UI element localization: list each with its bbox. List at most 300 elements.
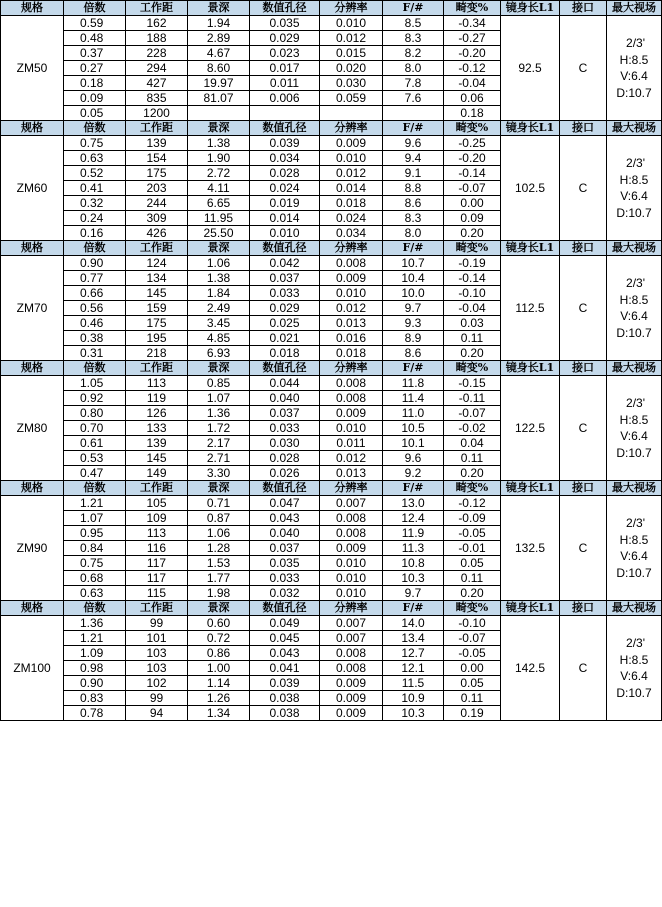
- distortion-cell: -0.07: [444, 406, 501, 421]
- numerical-aperture-cell: 0.010: [250, 226, 320, 241]
- resolution-cell: 0.008: [320, 661, 383, 676]
- depth-of-field-cell: 2.49: [188, 301, 250, 316]
- f-number-cell: 10.0: [383, 286, 444, 301]
- header-distortion: 畸变%: [444, 241, 501, 256]
- numerical-aperture-cell: 0.026: [250, 466, 320, 481]
- f-number-cell: 8.6: [383, 346, 444, 361]
- depth-of-field-cell: 1.06: [188, 526, 250, 541]
- depth-of-field-cell: 1.72: [188, 421, 250, 436]
- f-number-cell: 11.8: [383, 376, 444, 391]
- working-distance-cell: 133: [126, 421, 188, 436]
- working-distance-cell: 113: [126, 376, 188, 391]
- depth-of-field-cell: 1.28: [188, 541, 250, 556]
- distortion-cell: -0.12: [444, 61, 501, 76]
- magnification-cell: 0.05: [64, 106, 126, 121]
- header-depth-of-field: 景深: [188, 121, 250, 136]
- resolution-cell: 0.009: [320, 541, 383, 556]
- body-length-cell: 102.5: [501, 136, 560, 241]
- numerical-aperture-cell: 0.028: [250, 451, 320, 466]
- resolution-cell: 0.012: [320, 301, 383, 316]
- f-number-cell: 8.3: [383, 211, 444, 226]
- f-number-cell: 9.7: [383, 301, 444, 316]
- header-depth-of-field: 景深: [188, 481, 250, 496]
- numerical-aperture-cell: 0.038: [250, 706, 320, 721]
- working-distance-cell: 1200: [126, 106, 188, 121]
- magnification-cell: 0.75: [64, 136, 126, 151]
- working-distance-cell: 99: [126, 691, 188, 706]
- depth-of-field-cell: 2.72: [188, 166, 250, 181]
- header-spec: 规格: [1, 601, 64, 616]
- resolution-cell: 0.016: [320, 331, 383, 346]
- distortion-cell: 0.06: [444, 91, 501, 106]
- resolution-cell: 0.014: [320, 181, 383, 196]
- header-mount: 接口: [560, 241, 607, 256]
- numerical-aperture-cell: 0.030: [250, 436, 320, 451]
- working-distance-cell: 116: [126, 541, 188, 556]
- f-number-cell: 9.3: [383, 316, 444, 331]
- magnification-cell: 0.16: [64, 226, 126, 241]
- f-number-cell: 12.7: [383, 646, 444, 661]
- distortion-cell: -0.01: [444, 541, 501, 556]
- working-distance-cell: 228: [126, 46, 188, 61]
- distortion-cell: -0.04: [444, 76, 501, 91]
- working-distance-cell: 109: [126, 511, 188, 526]
- depth-of-field-cell: 1.14: [188, 676, 250, 691]
- distortion-cell: 0.19: [444, 706, 501, 721]
- working-distance-cell: 427: [126, 76, 188, 91]
- f-number-cell: 10.4: [383, 271, 444, 286]
- distortion-cell: 0.11: [444, 331, 501, 346]
- resolution-cell: 0.010: [320, 151, 383, 166]
- magnification-cell: 0.37: [64, 46, 126, 61]
- distortion-cell: -0.10: [444, 286, 501, 301]
- header-magnification: 倍数: [64, 121, 126, 136]
- magnification-cell: 0.70: [64, 421, 126, 436]
- magnification-cell: 0.18: [64, 76, 126, 91]
- f-number-cell: 13.4: [383, 631, 444, 646]
- numerical-aperture-cell: 0.029: [250, 301, 320, 316]
- f-number-cell: 11.3: [383, 541, 444, 556]
- header-max-fov: 最大视场: [607, 601, 662, 616]
- distortion-cell: -0.19: [444, 256, 501, 271]
- header-working-distance: 工作距: [126, 481, 188, 496]
- fov-line: 2/3': [626, 156, 645, 170]
- magnification-cell: 1.05: [64, 376, 126, 391]
- numerical-aperture-cell: 0.033: [250, 286, 320, 301]
- f-number-cell: 8.5: [383, 16, 444, 31]
- resolution-cell: 0.009: [320, 676, 383, 691]
- distortion-cell: -0.09: [444, 511, 501, 526]
- working-distance-cell: 145: [126, 286, 188, 301]
- magnification-cell: 0.48: [64, 31, 126, 46]
- header-row: [1, 241, 662, 256]
- resolution-cell: 0.008: [320, 391, 383, 406]
- header-working-distance: 工作距: [126, 241, 188, 256]
- header-distortion: 畸变%: [444, 481, 501, 496]
- resolution-cell: 0.024: [320, 211, 383, 226]
- header-numerical-aperture: 数值孔径: [250, 601, 320, 616]
- header-body-length: 镜身长L1: [501, 241, 560, 256]
- working-distance-cell: 103: [126, 661, 188, 676]
- mount-cell: C: [560, 496, 607, 601]
- body-length-cell: 132.5: [501, 496, 560, 601]
- working-distance-cell: 117: [126, 556, 188, 571]
- header-numerical-aperture: 数值孔径: [250, 241, 320, 256]
- magnification-cell: 0.95: [64, 526, 126, 541]
- header-magnification: 倍数: [64, 481, 126, 496]
- depth-of-field-cell: 1.90: [188, 151, 250, 166]
- resolution-cell: 0.030: [320, 76, 383, 91]
- depth-of-field-cell: 1.38: [188, 136, 250, 151]
- distortion-cell: 0.11: [444, 451, 501, 466]
- resolution-cell: 0.008: [320, 511, 383, 526]
- f-number-cell: 10.1: [383, 436, 444, 451]
- depth-of-field-cell: 1.36: [188, 406, 250, 421]
- fov-line: H:8.5: [619, 52, 649, 67]
- working-distance-cell: 117: [126, 571, 188, 586]
- depth-of-field-cell: 0.72: [188, 631, 250, 646]
- distortion-cell: -0.05: [444, 646, 501, 661]
- header-numerical-aperture: 数值孔径: [250, 1, 320, 16]
- f-number-cell: 9.6: [383, 451, 444, 466]
- working-distance-cell: 835: [126, 91, 188, 106]
- f-number-cell: 10.8: [383, 556, 444, 571]
- table-row: [1, 376, 662, 391]
- depth-of-field-cell: 1.34: [188, 706, 250, 721]
- table-row: [1, 136, 662, 151]
- header-resolution: 分辨率: [320, 121, 383, 136]
- model-cell: ZM90: [1, 496, 64, 601]
- table-row: [1, 496, 662, 511]
- fov-line: D:10.7: [616, 325, 652, 340]
- numerical-aperture-cell: 0.035: [250, 556, 320, 571]
- header-body-length: 镜身长L1: [501, 361, 560, 376]
- magnification-cell: 0.90: [64, 256, 126, 271]
- magnification-cell: 0.66: [64, 286, 126, 301]
- header-numerical-aperture: 数值孔径: [250, 361, 320, 376]
- working-distance-cell: 145: [126, 451, 188, 466]
- resolution-cell: 0.034: [320, 226, 383, 241]
- numerical-aperture-cell: 0.037: [250, 406, 320, 421]
- mount-cell: C: [560, 376, 607, 481]
- resolution-cell: 0.008: [320, 526, 383, 541]
- f-number-cell: 8.3: [383, 31, 444, 46]
- numerical-aperture-cell: 0.028: [250, 166, 320, 181]
- body-length-cell: 92.5: [501, 16, 560, 121]
- distortion-cell: -0.11: [444, 391, 501, 406]
- working-distance-cell: 188: [126, 31, 188, 46]
- header-f-number: F/#: [383, 481, 444, 496]
- working-distance-cell: 244: [126, 196, 188, 211]
- f-number-cell: 11.4: [383, 391, 444, 406]
- f-number-cell: 7.6: [383, 91, 444, 106]
- depth-of-field-cell: 1.00: [188, 661, 250, 676]
- resolution-cell: 0.015: [320, 46, 383, 61]
- depth-of-field-cell: 25.50: [188, 226, 250, 241]
- numerical-aperture-cell: 0.018: [250, 346, 320, 361]
- header-f-number: F/#: [383, 121, 444, 136]
- f-number-cell: 9.4: [383, 151, 444, 166]
- resolution-cell: 0.013: [320, 466, 383, 481]
- magnification-cell: 0.32: [64, 196, 126, 211]
- depth-of-field-cell: 1.07: [188, 391, 250, 406]
- working-distance-cell: 94: [126, 706, 188, 721]
- f-number-cell: 14.0: [383, 616, 444, 631]
- f-number-cell: 8.9: [383, 331, 444, 346]
- working-distance-cell: 175: [126, 166, 188, 181]
- working-distance-cell: 218: [126, 346, 188, 361]
- resolution-cell: 0.012: [320, 451, 383, 466]
- numerical-aperture-cell: 0.042: [250, 256, 320, 271]
- magnification-cell: 0.83: [64, 691, 126, 706]
- numerical-aperture-cell: 0.021: [250, 331, 320, 346]
- header-max-fov: 最大视场: [607, 361, 662, 376]
- numerical-aperture-cell: 0.011: [250, 76, 320, 91]
- distortion-cell: 0.11: [444, 571, 501, 586]
- numerical-aperture-cell: 0.025: [250, 316, 320, 331]
- fov-line: 2/3': [626, 36, 645, 50]
- numerical-aperture-cell: 0.032: [250, 586, 320, 601]
- f-number-cell: 13.0: [383, 496, 444, 511]
- numerical-aperture-cell: 0.041: [250, 661, 320, 676]
- fov-line: D:10.7: [616, 85, 652, 100]
- fov-line: D:10.7: [616, 205, 652, 220]
- model-cell: ZM50: [1, 16, 64, 121]
- f-number-cell: 8.0: [383, 226, 444, 241]
- resolution-cell: 0.011: [320, 436, 383, 451]
- header-spec: 规格: [1, 121, 64, 136]
- f-number-cell: [383, 106, 444, 121]
- numerical-aperture-cell: 0.038: [250, 691, 320, 706]
- numerical-aperture-cell: 0.006: [250, 91, 320, 106]
- working-distance-cell: 119: [126, 391, 188, 406]
- header-working-distance: 工作距: [126, 121, 188, 136]
- fov-line: V:6.4: [620, 429, 648, 443]
- resolution-cell: 0.007: [320, 631, 383, 646]
- distortion-cell: -0.07: [444, 631, 501, 646]
- fov-line: D:10.7: [616, 685, 652, 700]
- depth-of-field-cell: 2.71: [188, 451, 250, 466]
- numerical-aperture-cell: 0.039: [250, 676, 320, 691]
- f-number-cell: 9.2: [383, 466, 444, 481]
- distortion-cell: -0.04: [444, 301, 501, 316]
- magnification-cell: 0.27: [64, 61, 126, 76]
- header-max-fov: 最大视场: [607, 121, 662, 136]
- max-fov-cell: [607, 136, 662, 241]
- working-distance-cell: 195: [126, 331, 188, 346]
- magnification-cell: 0.63: [64, 151, 126, 166]
- distortion-cell: 0.20: [444, 226, 501, 241]
- header-depth-of-field: 景深: [188, 1, 250, 16]
- resolution-cell: 0.010: [320, 16, 383, 31]
- header-distortion: 畸变%: [444, 1, 501, 16]
- magnification-cell: 0.61: [64, 436, 126, 451]
- depth-of-field-cell: 6.93: [188, 346, 250, 361]
- working-distance-cell: 103: [126, 646, 188, 661]
- resolution-cell: 0.020: [320, 61, 383, 76]
- distortion-cell: -0.10: [444, 616, 501, 631]
- distortion-cell: -0.02: [444, 421, 501, 436]
- magnification-cell: 0.77: [64, 271, 126, 286]
- resolution-cell: 0.018: [320, 346, 383, 361]
- model-cell: ZM80: [1, 376, 64, 481]
- mount-cell: C: [560, 256, 607, 361]
- resolution-cell: 0.012: [320, 31, 383, 46]
- numerical-aperture-cell: 0.040: [250, 526, 320, 541]
- magnification-cell: 0.47: [64, 466, 126, 481]
- numerical-aperture-cell: 0.019: [250, 196, 320, 211]
- resolution-cell: 0.009: [320, 136, 383, 151]
- depth-of-field-cell: 8.60: [188, 61, 250, 76]
- fov-line: H:8.5: [619, 172, 649, 187]
- working-distance-cell: 105: [126, 496, 188, 511]
- distortion-cell: 0.11: [444, 691, 501, 706]
- numerical-aperture-cell: 0.037: [250, 541, 320, 556]
- header-mount: 接口: [560, 1, 607, 16]
- f-number-cell: 8.0: [383, 61, 444, 76]
- distortion-cell: -0.14: [444, 271, 501, 286]
- numerical-aperture-cell: 0.044: [250, 376, 320, 391]
- distortion-cell: 0.05: [444, 556, 501, 571]
- fov-line: D:10.7: [616, 445, 652, 460]
- depth-of-field-cell: 0.71: [188, 496, 250, 511]
- working-distance-cell: 162: [126, 16, 188, 31]
- header-row: [1, 121, 662, 136]
- depth-of-field-cell: 4.67: [188, 46, 250, 61]
- distortion-cell: 0.20: [444, 346, 501, 361]
- fov-line: V:6.4: [620, 189, 648, 203]
- working-distance-cell: 126: [126, 406, 188, 421]
- depth-of-field-cell: 1.84: [188, 286, 250, 301]
- fov-line: H:8.5: [619, 532, 649, 547]
- header-max-fov: 最大视场: [607, 481, 662, 496]
- numerical-aperture-cell: 0.014: [250, 211, 320, 226]
- f-number-cell: 9.1: [383, 166, 444, 181]
- depth-of-field-cell: 1.06: [188, 256, 250, 271]
- header-magnification: 倍数: [64, 601, 126, 616]
- max-fov-cell: [607, 16, 662, 121]
- header-spec: 规格: [1, 361, 64, 376]
- header-numerical-aperture: 数值孔径: [250, 481, 320, 496]
- working-distance-cell: 139: [126, 436, 188, 451]
- resolution-cell: 0.009: [320, 271, 383, 286]
- numerical-aperture-cell: 0.045: [250, 631, 320, 646]
- f-number-cell: 10.3: [383, 571, 444, 586]
- magnification-cell: 1.21: [64, 496, 126, 511]
- table-body: [1, 1, 662, 721]
- distortion-cell: 0.00: [444, 196, 501, 211]
- depth-of-field-cell: 0.86: [188, 646, 250, 661]
- working-distance-cell: 309: [126, 211, 188, 226]
- max-fov-cell: [607, 376, 662, 481]
- fov-line: D:10.7: [616, 565, 652, 580]
- header-spec: 规格: [1, 241, 64, 256]
- max-fov-cell: [607, 496, 662, 601]
- f-number-cell: 8.2: [383, 46, 444, 61]
- resolution-cell: 0.010: [320, 571, 383, 586]
- max-fov-cell: [607, 256, 662, 361]
- magnification-cell: 0.68: [64, 571, 126, 586]
- header-row: [1, 1, 662, 16]
- magnification-cell: 0.63: [64, 586, 126, 601]
- distortion-cell: -0.15: [444, 376, 501, 391]
- magnification-cell: 0.46: [64, 316, 126, 331]
- distortion-cell: 0.04: [444, 436, 501, 451]
- model-cell: ZM70: [1, 256, 64, 361]
- numerical-aperture-cell: 0.037: [250, 271, 320, 286]
- magnification-cell: 1.07: [64, 511, 126, 526]
- depth-of-field-cell: 0.60: [188, 616, 250, 631]
- resolution-cell: 0.013: [320, 316, 383, 331]
- numerical-aperture-cell: 0.035: [250, 16, 320, 31]
- depth-of-field-cell: 1.77: [188, 571, 250, 586]
- numerical-aperture-cell: 0.043: [250, 646, 320, 661]
- depth-of-field-cell: 81.07: [188, 91, 250, 106]
- numerical-aperture-cell: 0.034: [250, 151, 320, 166]
- numerical-aperture-cell: 0.043: [250, 511, 320, 526]
- body-length-cell: 142.5: [501, 616, 560, 721]
- header-depth-of-field: 景深: [188, 601, 250, 616]
- depth-of-field-cell: 2.89: [188, 31, 250, 46]
- header-f-number: F/#: [383, 1, 444, 16]
- header-distortion: 畸变%: [444, 121, 501, 136]
- table-row: [1, 616, 662, 631]
- depth-of-field-cell: 1.94: [188, 16, 250, 31]
- distortion-cell: 0.00: [444, 661, 501, 676]
- fov-line: V:6.4: [620, 549, 648, 563]
- f-number-cell: 9.7: [383, 586, 444, 601]
- f-number-cell: 10.9: [383, 691, 444, 706]
- magnification-cell: 0.24: [64, 211, 126, 226]
- header-mount: 接口: [560, 601, 607, 616]
- header-f-number: F/#: [383, 361, 444, 376]
- depth-of-field-cell: 1.26: [188, 691, 250, 706]
- working-distance-cell: 115: [126, 586, 188, 601]
- magnification-cell: 0.92: [64, 391, 126, 406]
- magnification-cell: 0.31: [64, 346, 126, 361]
- magnification-cell: 0.80: [64, 406, 126, 421]
- header-working-distance: 工作距: [126, 601, 188, 616]
- resolution-cell: 0.010: [320, 556, 383, 571]
- working-distance-cell: 124: [126, 256, 188, 271]
- f-number-cell: 9.6: [383, 136, 444, 151]
- resolution-cell: 0.009: [320, 706, 383, 721]
- working-distance-cell: 101: [126, 631, 188, 646]
- depth-of-field-cell: 11.95: [188, 211, 250, 226]
- depth-of-field-cell: 1.38: [188, 271, 250, 286]
- depth-of-field-cell: 1.53: [188, 556, 250, 571]
- fov-line: V:6.4: [620, 669, 648, 683]
- magnification-cell: 0.41: [64, 181, 126, 196]
- max-fov-cell: [607, 616, 662, 721]
- resolution-cell: 0.009: [320, 691, 383, 706]
- f-number-cell: 10.3: [383, 706, 444, 721]
- header-mount: 接口: [560, 121, 607, 136]
- header-body-length: 镜身长L1: [501, 1, 560, 16]
- resolution-cell: 0.008: [320, 646, 383, 661]
- distortion-cell: -0.12: [444, 496, 501, 511]
- distortion-cell: -0.20: [444, 46, 501, 61]
- resolution-cell: 0.009: [320, 406, 383, 421]
- header-spec: 规格: [1, 481, 64, 496]
- resolution-cell: 0.008: [320, 376, 383, 391]
- numerical-aperture-cell: 0.039: [250, 136, 320, 151]
- magnification-cell: 0.38: [64, 331, 126, 346]
- resolution-cell: 0.010: [320, 286, 383, 301]
- model-cell: ZM100: [1, 616, 64, 721]
- depth-of-field-cell: 0.87: [188, 511, 250, 526]
- resolution-cell: 0.008: [320, 256, 383, 271]
